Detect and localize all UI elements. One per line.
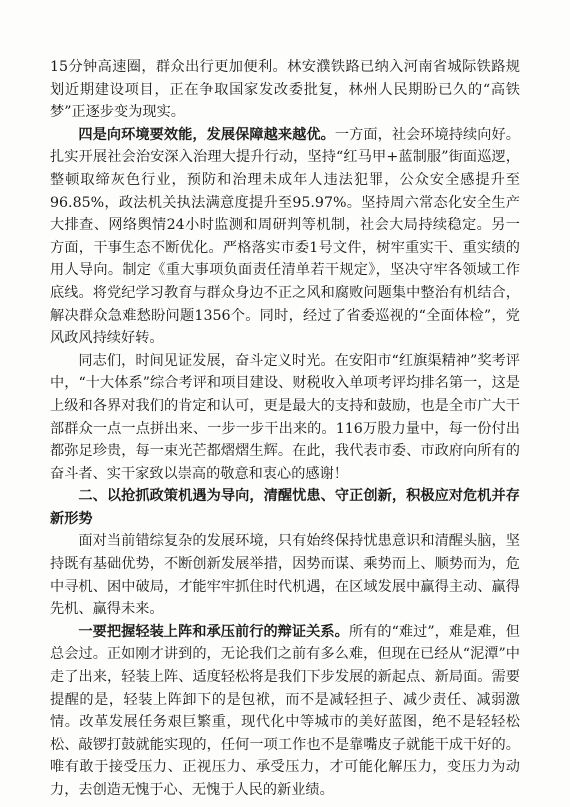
paragraph xyxy=(50,124,520,350)
document-body xyxy=(50,56,520,802)
paragraph xyxy=(50,621,520,802)
paragraph-text: 所有的“难过”，难是难，但总会过。正如刚才讲到的，无论我们之前有多么难，但现在已经从“泥潭”中走了出来，轻装上阵、适度轻松将是我们下步发展的新起点、新局面。需要提醒的是，轻装上阵卸下的是包袱，而不是减轻担子、减少责任、减弱激情。改革发展任务艰巨繁重，现代化中等城市的美好蓝图，绝不是轻轻松松、敲锣打鼓就能实现的，任何一项工作也不是靠嘴皮子就能干成干好的。唯有敢于接受压力、正视压力、承受压力，才可能化解压力，变压力为动力，去创造无愧于心、无愧于人民的新业绩。 xyxy=(50,623,520,798)
paragraph-text: 一方面，社会环境持续向好。扎实开展社会治安深入治理大提升行动，坚持“红马甲+蓝制服”街面巡逻，整顿取缔灰色行业，预防和治理未成年人违法犯罪，公众安全感提升至96.85%，政法机关执法满意度提升至95.97%。坚持周六常态化安全生产大排查、网络舆情24小时监测和周研判等机制，社会大局持续稳定。另一方面，干事生态不断优化。严格落实市委1号文件，树牢重实干、重实绩的用人导向。制定《重大事项负面责任清单若干规定》，坚决守牢各领域工作底线。将党纪学习教育与群众身边不正之风和腐败问题集中整治有机结合，解决群众急难愁盼问题1356个。同时，经过了省委巡视的“全面体检”，党风政风持续好转。 xyxy=(50,126,520,347)
paragraph-text: 同志们，时间见证发展，奋斗定义时光。在安阳市“红旗渠精神”奖考评中，“十大体系”综合考评和项目建设、财税收入单项考评均排名第一，这是上级和各界对我们的肯定和认可，更是最大的支持和鼓励，也是全市广大干部群众一点一点拼出来、一步一步干出来的。116万股力量中，每一份付出都弥足珍贵，每一束光芒都熠熠生辉。在此，我代表市委、市政府向所有的奋斗者、实干家致以崇高的敬意和衷心的感谢！ xyxy=(50,352,520,482)
paragraph xyxy=(50,530,520,620)
section-heading: 二、以抢抓政策机遇为导向，清醒忧患、守正创新，积极应对危机并存新形势 xyxy=(50,488,520,527)
paragraph-lead: 一要把握轻装上阵和承压前行的辩证关系。 xyxy=(78,623,349,640)
paragraph-text: 面对当前错综复杂的发展环境，只有始终保持忧患意识和清醒头脑，坚持既有基础优势，不断创新发展举措，因势而谋、乘势而上、顺势而为，危中寻机、困中破局，才能牢牢抓住时代机遇，在区域发展中赢得主动、赢得先机、赢得未来。 xyxy=(50,533,520,618)
paragraph-text: 15分钟高速圈，群众出行更加便利。林安濮铁路已纳入河南省城际铁路规划近期建设项目，正在争取国家发改委批复，林州人民期盼已久的“高铁梦”正逐步变为现实。 xyxy=(50,59,520,121)
paragraph xyxy=(50,56,520,124)
paragraph xyxy=(50,350,520,486)
paragraph-lead: 四是向环境要效能，发展保障越来越优。 xyxy=(78,126,335,143)
